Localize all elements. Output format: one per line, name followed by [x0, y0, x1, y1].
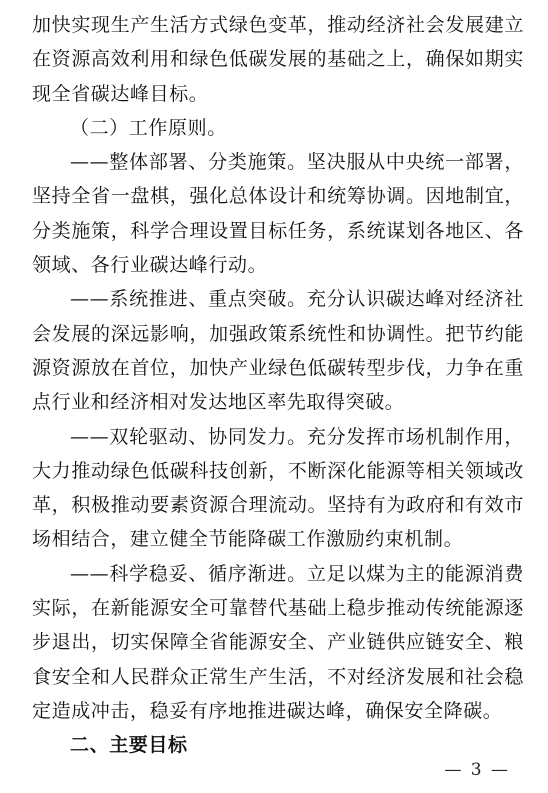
principle-paragraph: ——系统推进、重点突破。充分认识碳达峰对经济社会发展的深远影响，加强政策系统性和协调性。把节约能源资源放在首位，加快产业绿色低碳转型步伐，力争在重点行业和经济相对发达地区率先取得突破。: [32, 288, 524, 414]
page-number: — 3 —: [444, 760, 510, 780]
principle-paragraph: ——科学稳妥、循序渐进。立足以煤为主的能源消费实际，在新能源安全可靠替代基础上稳步推动传统能源逐步退出，切实保障全省能源安全、产业链供应链安全、粮食安全和人民群众正常生产生活，不对经济发展和社会稳定造成冲击，稳妥有序地推进碳达峰，确保安全降碳。: [32, 562, 524, 722]
section-subheading: （二）工作原则。: [70, 116, 227, 139]
principle-paragraph: ——整体部署、分类施策。坚决服从中央统一部署，坚持全省一盘棋，强化总体设计和统筹协调。因地制宜，分类施策，科学合理设置目标任务，系统谋划各地区、各领域、各行业碳达峰行动。: [32, 151, 524, 277]
document-body: [32, 8, 524, 763]
section-heading: 二、主要目标: [70, 734, 188, 757]
principle-paragraph: ——双轮驱动、协同发力。充分发挥市场机制作用，大力推动绿色低碳科技创新，不断深化能源等相关领域改革，积极推动要素资源合理流动。坚持有为政府和有效市场相结合，建立健全节能降碳工作激励约束机制。: [32, 425, 524, 551]
paragraph-continuation: 加快实现生产生活方式绿色变革，推动经济社会发展建立在资源高效利用和绿色低碳发展的基础之上，确保如期实现全省碳达峰目标。: [32, 14, 524, 105]
